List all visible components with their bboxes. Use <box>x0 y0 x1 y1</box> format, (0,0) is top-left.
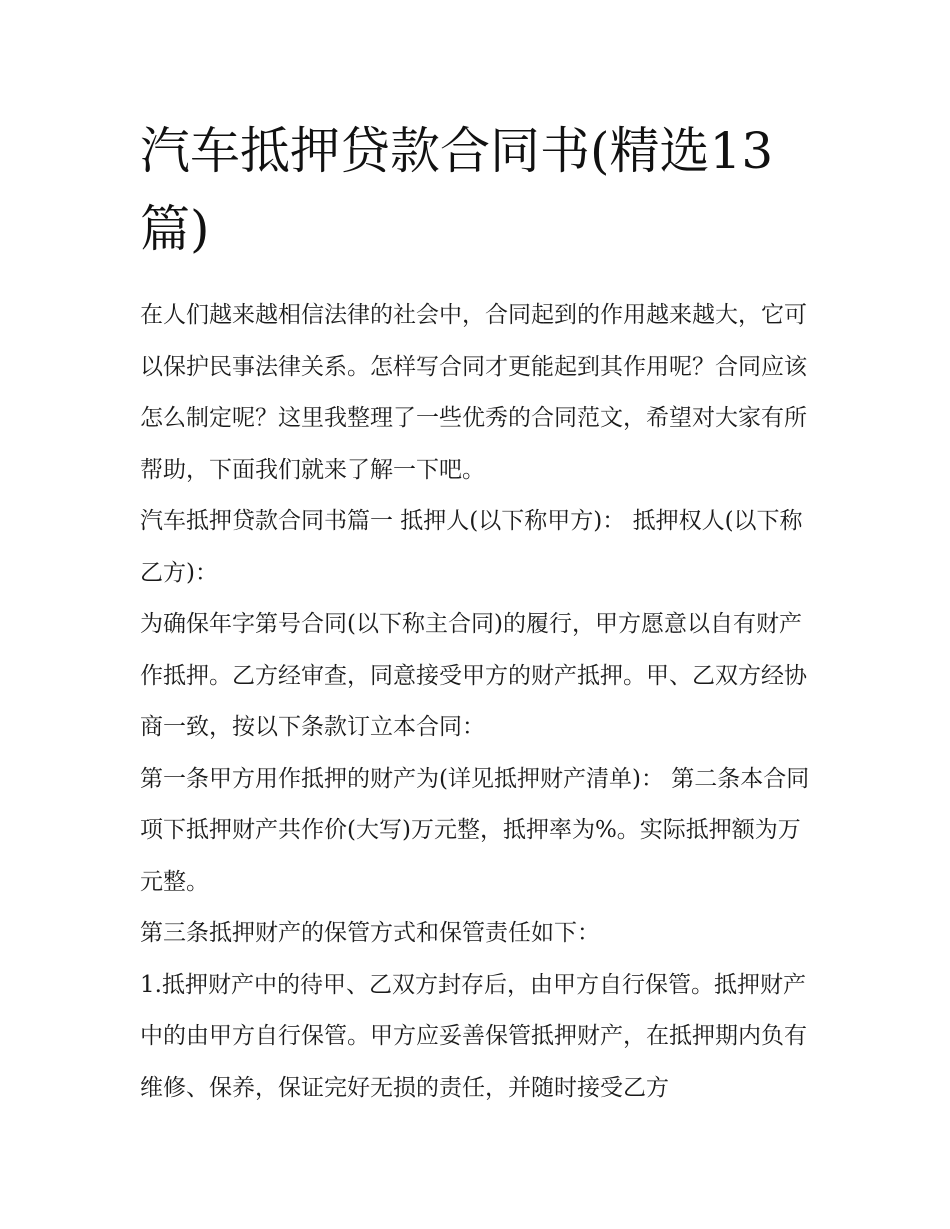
paragraph-intro: 在人们越来越相信法律的社会中，合同起到的作用越来越大，它可以保护民事法律关系。怎样写合同才更能起到其作用呢？合同应该怎么制定呢？这里我整理了一些优秀的合同范文，希望对大家有所帮助，下面我们就来了解一下吧。 <box>140 302 807 483</box>
document-body <box>140 290 812 1114</box>
paragraph-purpose: 为确保年字第号合同(以下称主合同)的履行，甲方愿意以自有财产作抵押。乙方经审查，同意接受甲方的财产抵押。甲、乙双方经协商一致，按以下条款订立本合同： <box>140 611 807 740</box>
paragraph-clause-1: 1.抵押财产中的待甲、乙双方封存后，由甲方自行保管。抵押财产中的由甲方自行保管。甲方应妥善保管抵押财产，在抵押期内负有维修、保养，保证完好无损的责任，并随时接受乙方 <box>140 971 807 1101</box>
paragraph-article-3: 第三条抵押财产的保管方式和保管责任如下： <box>140 920 600 946</box>
document-title: 汽车抵押贷款合同书(精选13篇) <box>140 122 774 258</box>
paragraph-article-1-2: 第一条甲方用作抵押的财产为(详见抵押财产清单)： 第二条本合同项下抵押财产共作价(大写)万元整，抵押率为%。实际抵押额为万元整。 <box>140 765 810 895</box>
paragraph-parties: 汽车抵押贷款合同书篇一 抵押人(以下称甲方)： 抵押权人(以下称乙方)： <box>140 508 803 586</box>
document-page <box>140 112 812 1114</box>
